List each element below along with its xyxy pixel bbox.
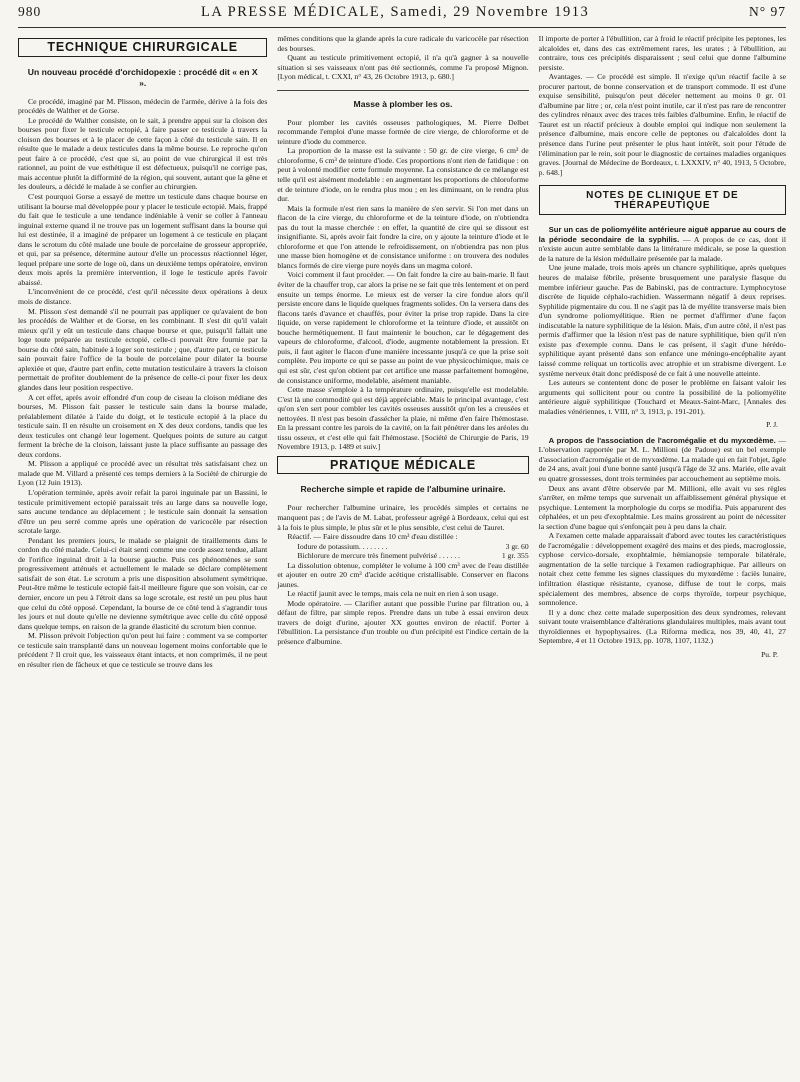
paragraph: mêmes conditions que la glande après la cure radicale du varicocèle par résection des bourses. [277,34,529,53]
signature: P. J. [766,420,778,430]
recipe-qty: 1 gr. 355 [501,551,529,561]
paragraph: M. Plisson a appliqué ce procédé avec un résultat très satisfaisant chez un malade que M. Villard a présenté ces temps derniers à la Société de chirurgie de Lyon (12 Juin 1913). [18,459,268,488]
recipe-item: Bichlorure de mercure très finement pulvérisé . . . . . . [297,551,460,561]
column-3 [539,34,786,669]
column-2 [277,34,528,669]
signature: Pu. P. [761,649,778,659]
paragraph: Une jeune malade, trois mois après un chancre syphilitique, après quelques heures de malaise fébrile, présente brusquement une paralysie flasque du membre inférieur gauche. Pas de Babinski, pas de contracture. Lymphocytose discrète de liquide céphalo-rachidien. Wassermann négatif à deux reprises. Syphilide pigmentaire du cou. Il ne s'agit pas là de myélite transverse mais bien d'un syndrome poliomyélitique. Rien ne permet d'affirmer d'une façon indiscutable la nature syphilitique de la lésion. Mais, d'un autre côté, il n'est pas permis d'affirmer que la lésion n'est pas de nature syphilitique, bien qu'il n'en existe pas d'exemple connu. Dans le cas présent, il s'agit d'une hérédo-syphilitique ayant présenté dans son enfance une méningo-encéphalite ayant laissé comme reliquat un torticolis avec atrophie et un strabisme divergent. Le système nerveux était donc prédisposé de ce fait à une nouvelle atteinte. [538,263,786,378]
reagent-line: Réactif. — Faire dissoudre dans 10 cm³ d'eau distillée : [287,532,458,542]
divider [277,90,528,91]
paragraph: Mode opératoire. — Clarifier autant que possible l'urine par filtration ou, à défaut de filtre, par simple repos. Prendre dans un tube à essai environ deux travers de doigt d'urine, ajouter XX gouttes environ de réactif. Porter à l'ébullition. La persistance d'un trouble ou d'un précipité est l'indice certain de la présence d'albumine. [277,598,529,646]
paragraph: Quant au testicule primitivement ectopié, il n'a qu'à gagner à sa nouvelle situation si ses vaisseaux n'ont pas été sectionnés, comme l'a proposé Mignon. [Lyon médical, t. CXXI, n° 43, 26 Octobre 1913, p. 680.] [277,53,529,82]
recipe-qty: 3 gr. 60 [505,541,529,551]
article-title-masse: Masse à plomber les os. [353,98,453,109]
paragraph: C'est pourquoi Gorse a essayé de mettre un testicule dans chaque bourse en utilisant la bourse mal développée pour y placer le testicule ectopié. Mais, frappé du fait que le testicule a une tendance indéniable à venir se coller à l'anneau inguinal externe quand il ne trouve pas un logement suffisant dans la bourse qui lui est destinée, il a imaginé de préparer un logement à ce testicule en plaçant dans le scrotum du côté malade une boule de porcelaine de grosseur appropriée, et qui, par sa présence, détermine autour d'elle un processus réactionnel léger, lequel prépare une sorte de loge où, dans un deuxième temps opératoire, environ deux mois après la première intervention, il loge le testicule après l'avoir abaissé. [18,192,268,287]
issue-number: N° 97 [748,4,786,19]
paragraph: Pour plomber les cavités osseuses pathologiques, M. Pierre Delbet recommande l'emploi d'une masse formée de cire vierge, de chloroforme et de teinture d'iode du commerce. [277,117,529,146]
paragraph: A cet effet, après avoir effondré d'un coup de ciseau la cloison médiane des bourses, M. Plisson fait passer le testicule sain dans la bourse malade, préalablement dilatée à l'aide du doigt, et le testicule ectopié à la place du testicule sain. Il en résulte un croisement en X des deux cordons, tandis que les deux testicules ont changé leur logement. Quelques points de suture au catgut ferment la brèche de la cloison, laissant juste la place suffisante au passage des deux cordons. [18,392,268,459]
paragraph: Cette masse s'emploie à la température ordinaire, puisqu'elle est modelable. C'est là une commodité qui est déjà appréciable. Mais le principal avantage, c'est qu'on s'en sert pour combler les cavités osseuses aussitôt qu'on les a creusées et nettoyées. Il n'est pas besoin d'assécher la plaie, ni même d'en faire l'hémostase. En la pressant contre les parois de la cavité, on la fait pénétrer dans les aréoles du tissu osseux, et c'est elle qui fait l'hémostase. [Société de Chirurgie de Paris, 19 Novembre 1913, p. 1489 et suiv.] [277,385,529,452]
paragraph: Pendant les premiers jours, le malade se plaignit de tiraillements dans le cordon du côté malade. Celui-ci était senti comme une corde assez tendue, allant de l'orifice inguinal droit à la bourse gauche. Puis ces phénomènes se sont progressivement atténués et actuellement le malade se déclare complètement satisfait de son état. Le scrotum a pris une disposition absolument symétrique. Peut-être même le testicule ectopié fait-il meilleure figure que son voisin, car ce dernier, encore un peu à l'étroit dans sa loge scrotale, est resté un peu plus haut que celui du côté opposé. Cependant, la bourse de ce côté tend à s'agrandir tous les jours et nul doute qu'elle ne devienne symétrique avec celle du côté opposé dans quelque temps, en raison de la grande élasticité du scrotum bien connue. [18,535,268,631]
paragraph: Deux ans avant d'être observée par M. Millioni, elle avait vu ses règles s'arrêter, en même temps que survenait un affaiblissement général physique et psychique. Lentement la morphologie du corps se modifia. Puis apparurent des céphalées, et un peu d'exophtalmie. Les mains grossirent au point de nécessiter la section d'une bague qui s'enfonçait peu à peu dans la chair. [538,483,786,531]
article-title-orchidopexie: Un nouveau procédé d'orchidopexie : procédé dit « en X ». [27,66,258,88]
paragraph: La proportion de la masse est la suivante : 50 gr. de cire vierge, 6 cm³ de chloroforme, 6 cm³ de teinture d'iode. Ces proportions n'ont rien de fatidique : on peut à volonté modifier cette formule moyenne. La consistance de ce mélange est telle qu'il est aisément modelable : en augmentant les proportions de chloroforme et de teinture d'iode, on le rendra plus mou ; en les diminuant, on le rendra plus dur. [277,146,529,204]
paragraph: A l'examen cette malade apparaissait d'abord avec toutes les caractéristiques de l'acromégalie : développement exagéré des mains et des pieds, macroglossie, cyphose cervico-dorsale, exophtalmie, hémianopsie temporale bilatérale, augmentation de la selle turcique à l'examen radiographique. Par ailleurs on notait chez cette femme les signes classiques du myxœdème : faciès lunaire, infiltration élastique résistante, cyanose, diffuse de tout le corps, mais spécialement des membres, absence de corps thyroïde, torpeur psychique, somnolence. [538,531,786,608]
paragraph: Mais la formule n'est rien sans la manière de s'en servir. Si l'on met dans un flacon de la cire vierge, du chloroforme et de la teinture d'iode, on n'obtiendra pas du tout la masse cherchée : en effet, la quantité de cire qui se dissout est insignifiante. Si, après avoir fait fondre la cire, on y ajoute la teinture d'iode et le chloroforme et que l'on attende le refroidissement, on n'obtiendra pas non plus une masse bien homogène et de consistance uniforme : on trouvera des nodules blancs formés de cire vierge pure noyés dans un magma coloré. [277,203,529,270]
paragraph: Les auteurs se contentent donc de poser le problème en faisant valoir les arguments qui sollicitent pour ou contre la possibilité de la poliomyélite antérieure aiguë syphilitique (Touchard et Meaux-Saint-Marc, [Annales des maladies vénériennes, t. VIII, n° 3, 1913, p. 191-201). [538,378,786,416]
page-number: 980 [18,4,42,19]
section-title-notes: NOTES DE CLINIQUE ET DE THÉRAPEUTIQUE [539,185,786,215]
recipe-row [277,542,528,552]
paragraph: Le réactif jaunit avec le temps, mais cela ne nuit en rien à son usage. [287,589,499,599]
article-lead [539,436,786,484]
paragraph: M. Plisson prévoit l'objection qu'on peut lui faire : comment va se comporter ce testicule sain transplanté dans un nouveau logement moins confortable que le précédent ? Il croit que, les vaisseaux étant intacts, et non comprimés, il ne peut en résulter rien de fâcheux et que ce testicule se trouve dans les [18,631,268,669]
section-title-pratique: PRATIQUE MÉDICALE [277,456,528,475]
paragraph: M. Plisson s'est demandé s'il ne pourrait pas appliquer ce qu'avaient de bon les procédés de Walther et de Gorse, en les combinant. Il s'est dit qu'il valait mieux qu'il y eût un testicule dans chaque bourse et que, puisqu'il fallait une loge toute préparée au testicule ectopié, celle-ci pouvait être fournie par la bourse du côté sain, habituée à loger son testicule ; que, d'autre part, ce testicule sain pouvait faire l'office de la boule de porcelaine pour dilater la bourse aplexiée et que, d'autre part enfin, cette mutation testiculaire à travers la cloison permettait de profiter doublement de la présence de celle-ci pour fixer les deux glandes dans leur position respective. [18,306,268,392]
paragraph: Il y a donc chez cette malade superposition des deux syndromes, relevant suivant toute vraisemblance d'altérations glandulaires multiples, mais avant tout thyroïdiennes et hypophysaires. (La Riforma medica, nos 39, 40, 41, 27 Septembre, 4 et 11 Octobre 1913, pp. 1078, 1107, 1132.) [538,607,786,646]
paragraph: Le procédé de Walther consiste, on le sait, à prendre appui sur la cloison des bourses pour fixer le testicule ectopié, à faire passer ce testicule à travers la cloison des bourses et à le placer de cette façon à côté du testicule sain. Il en résulte que le malade a deux testicules dans la même bourse. Le reproche qu'on peut faire à ce procédé, c'est que si, au point de vue chirurgical il est très rationnel, au point de vue esthétique il est défectueux, puisqu'il ne corrige pas, mais accentue plutôt la difformité de la région, qui souvent, autant que la gêne et les douleurs, a décidé le malade à se confier au chirurgien. [18,115,268,192]
paragraph: Ce procédé, imaginé par M. Plisson, médecin de l'armée, dérive à la fois des procédés de Walther et de Gorse. [18,96,268,116]
article-title-albumine: Recherche simple et rapide de l'albumine urinaire. [300,484,506,495]
article-title-acromegalie: A propos de l'association de l'acromégalie et du myxœdème. [548,435,776,445]
article-lead-text: — A propos de ce cas, dont il n'existe aucun autre semblable dans la littérature médicale, se pose la question de la nature de la lésion médullaire présentée par la malade. [538,234,787,263]
running-header [18,4,786,28]
journal-title: LA PRESSE MÉDICALE, Samedi, 29 Novembre 1913 [201,4,590,20]
article-lead [539,225,786,263]
paragraph: La dissolution obtenue, compléter le volume à 100 cm³ avec de l'eau distillée et ajouter en outre 20 cm³ d'acide acétique cristallisable. Conserver en flacons jaunes. [277,560,529,589]
paragraph: L'opération terminée, après avoir refait la paroi inguinale par un Bassini, le testicule primitivement ectopié paraissait très au large dans sa nouvelle loge, sans aucune tendance au déplacement ; le testicule sain donnait la sensation d'être un peu serré comme après une opération de varicocèle par résection scrotale large. [18,487,268,536]
article-title-poliomyelite: Sur un cas de poliomyélite antérieure aiguë apparue au cours de la période secondaire de la syphilis. [538,225,786,244]
paragraph: Voici comment il faut procéder. — On fait fondre la cire au bain-marie. Il faut éviter de la chauffer trop, car alors la prise ne se fait que très lentement et on perd ensuite un temps énorme. Le mieux est de verser la cire fondue alors qu'il persiste encore dans le liquide quelques fragments solides. On la versera dans des flacons tarés d'avance et chauffés, pour éviter la prise trop rapide. Dans la cire liquide, on verse rapidement le chloroforme et la teinture d'iode, et aussitôt on bouche hermétiquement. Il faut maintenir le bouchon, car le dégagement des vapeurs de chloroforme, d'alcool, d'iode, augmente notablement la pression. Et puis, il faut agiter le flacon d'une manière incessante jusqu'à ce que la prise soit complète. Peu importe ce qui se passe au point de vue physicochimique, mais ce qui est sûr, c'est qu'on obtient par cet artifice une masse parfaitement homogène, de consistance uniforme, modelable, aisément maniable. [277,270,529,385]
recipe-item: Iodure de potassium. . . . . . . . [297,541,388,551]
article-lead-text: — L'observation rapportée par M. L. Millioni (de Padoue) est un bel exemple d'association d'acromégalie et de myxœdème. La malade qui en fait l'objet, âgée de 24 ans, avait joui d'une bonne santé jusqu'à l'âge de 32 ans. Mariée, elle avait eu quatre grossesses, dont trois terminées par accouchement au septième mois. [538,435,786,483]
section-title-technique: TECHNIQUE CHIRURGICALE [18,38,267,57]
column-1 [18,34,267,669]
paragraph: Il importe de porter à l'ébullition, car à froid le réactif précipite les peptones, les alcaloïdes et, dans des cas extrêmement rares, les urates ; à l'ébullition, au contraire, tous ces précipités disparaissent ; seul celui que donne l'albumine persiste. [538,34,786,72]
paragraph: L'inconvénient de ce procédé, c'est qu'il nécessite deux opérations à deux mois de distance. [18,287,268,307]
recipe-row [277,551,528,561]
paragraph: Avantages. — Ce procédé est simple. Il n'exige qu'un réactif facile à se procurer partout, de bonne conservation et de transport commode. Il est d'une exquise sensibilité, puisqu'on peut déceler nettement au moins 0 gr. 01 d'albumine par litre ; or, cela n'est point inutile, car il n'est pas rare de rencontrer des cylindres rénaux avec des traces très faibles d'albumine. Enfin, le réactif de Tauret est un réactif précieux à double emploi qui indique non seulement la présence d'albumine, mais encore celle de peptones ou d'alcaloïdes dont la présence dans l'urine peut présenter le plus haut intérêt, soit pour l'étude de l'élimination par le rein, soit pour le diagnostic de certaines maladies organiques graves. [Journal de Médecine de Bordeaux, t. LXXXIV, n° 40, 1913, 5 Octobre, p. 648.] [538,72,786,177]
paragraph: Pour rechercher l'albumine urinaire, les procédés simples et certains ne manquent pas ; de l'avis de M. Labat, professeur agrégé à Bordeaux, celui qui est à la fois le plus simple, le plus sûr et le plus sensible, c'est celui de Tauret. [277,503,529,532]
